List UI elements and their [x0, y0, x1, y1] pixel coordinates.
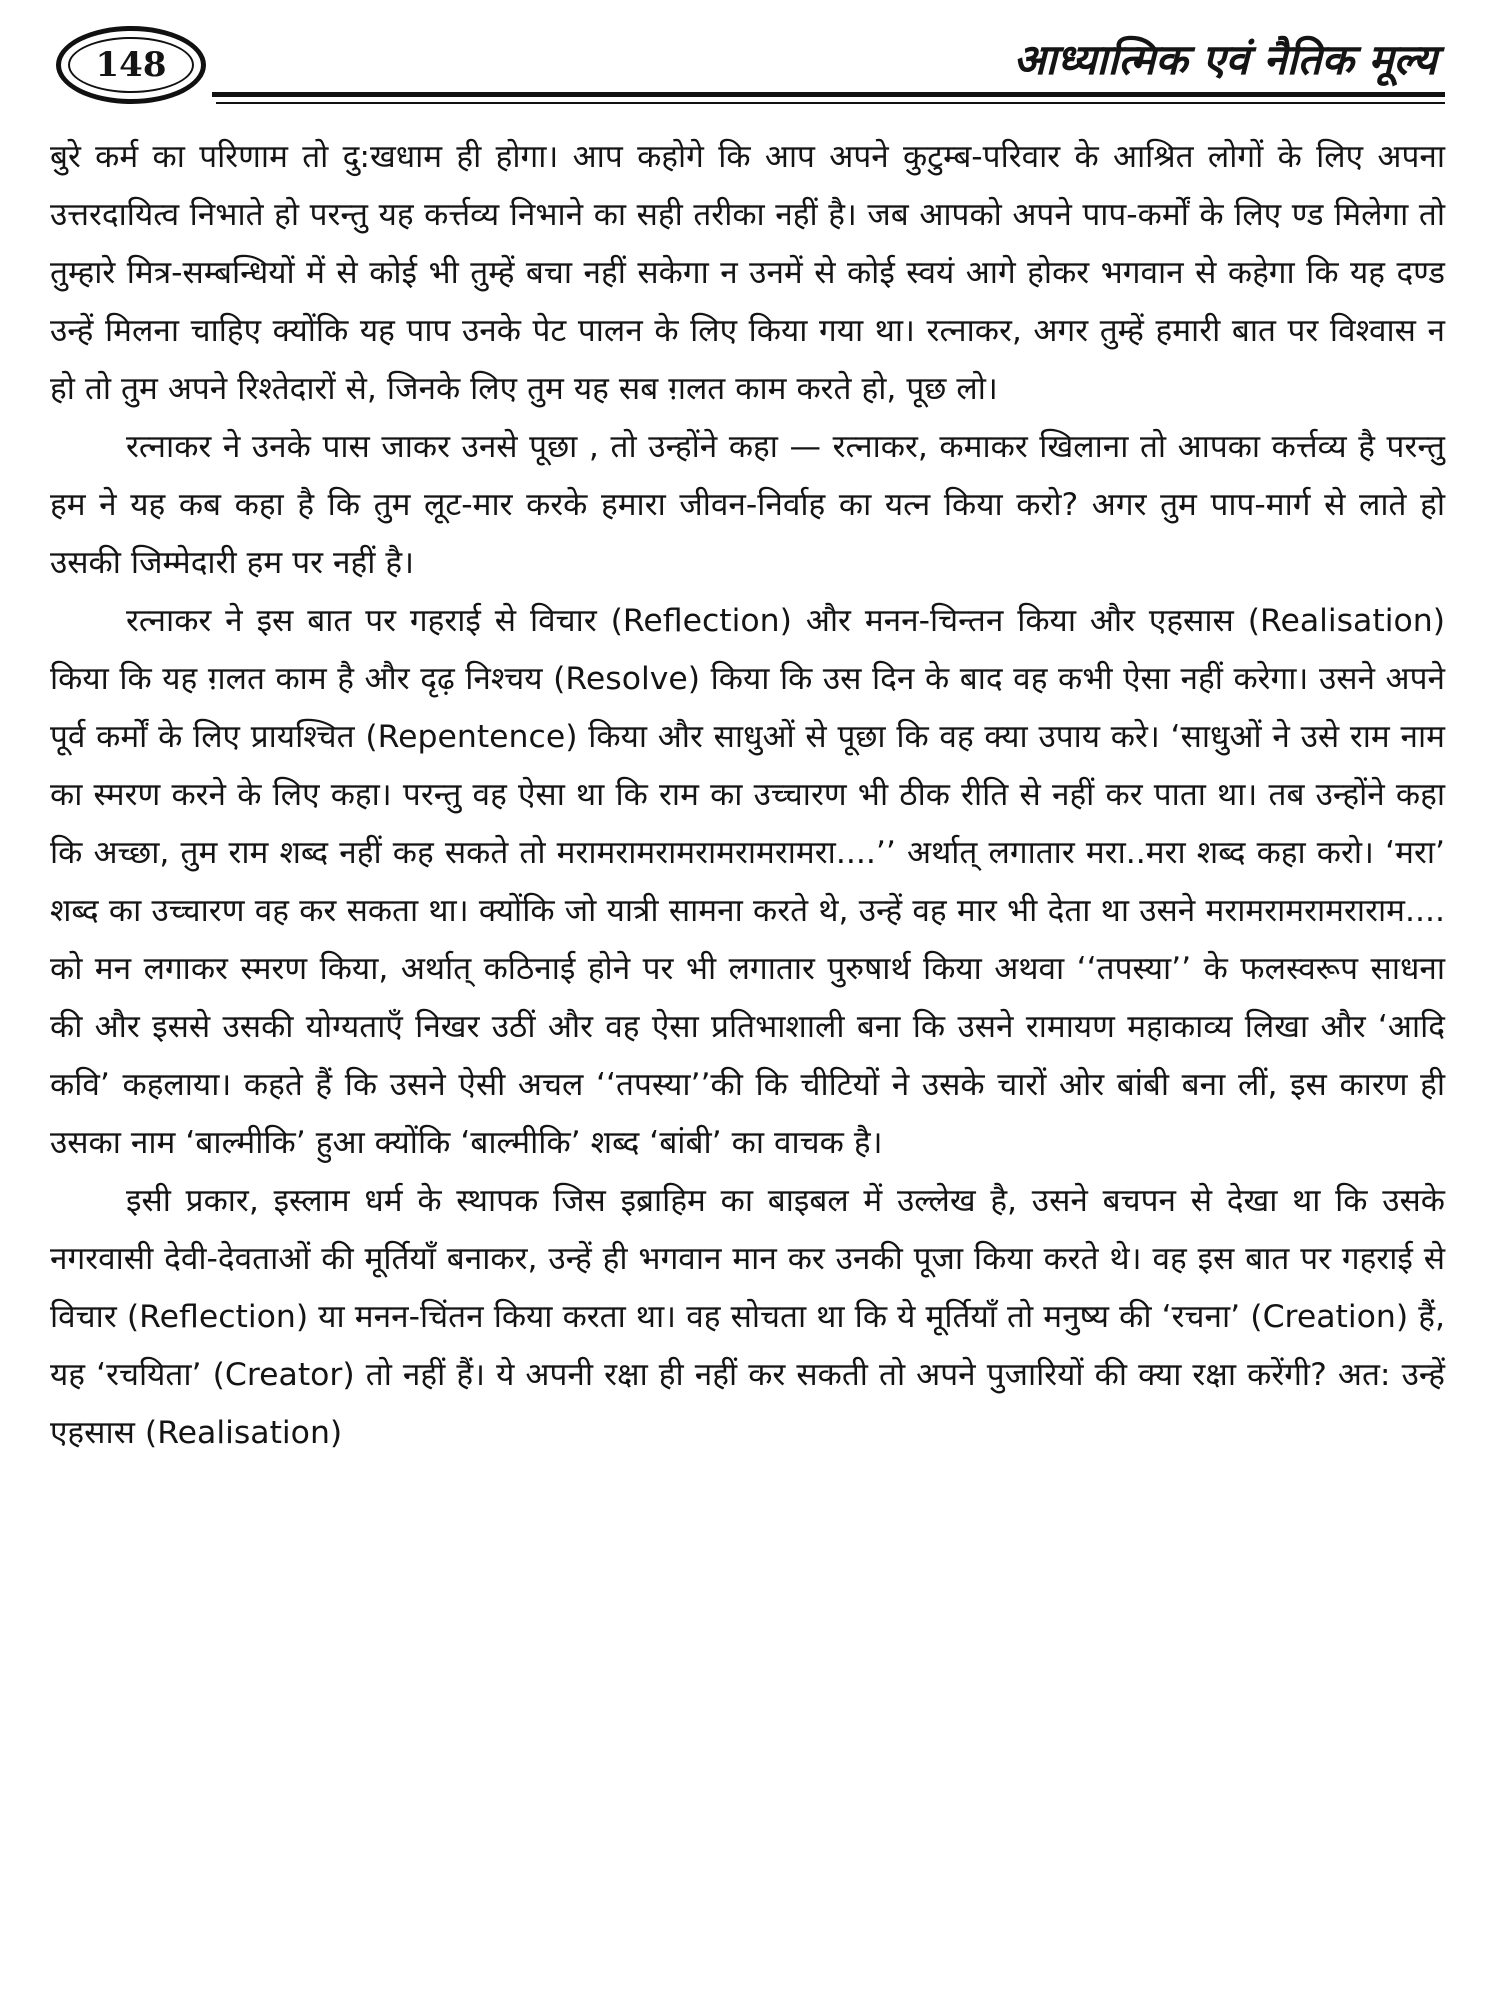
- page-number-badge: [56, 26, 206, 104]
- paragraph-1: बुरे कर्म का परिणाम तो दु:खधाम ही होगा। आप कहोगे कि आप अपने कुटुम्ब-परिवार के आश्रित लोगों के लिए अपना उत्तरदायित्व निभाते हो परन्तु यह कर्त्तव्य निभाने का सही तरीका नहीं है। जब आपको अपने पाप-कर्मों के लिए ण्ड मिलेगा तो तुम्हारे मित्र-सम्बन्धियों में से कोई भी तुम्हें बचा नहीं सकेगा न उनमें से कोई स्वयं आगे होकर भगवान से कहेगा कि यह दण्ड उन्हें मिलना चाहिए क्योंकि यह पाप उनके पेट पालन के लिए किया गया था। रत्नाकर, अगर तुम्हें हमारी बात पर विश्वास न हो तो तुम अपने रिश्तेदारों से, जिनके लिए तुम यह सब ग़लत काम करते हो, पूछ लो।: [50, 139, 1445, 407]
- paragraph-4: इसी प्रकार, इस्लाम धर्म के स्थापक जिस इब्राहिम का बाइबल में उल्लेख है, उसने बचपन से देखा था कि उसके नगरवासी देवी-देवताओं की मूर्तियाँ बनाकर, उन्हें ही भगवान मान कर उनकी पूजा किया करते थे। वह इस बात पर गहराई से विचार (Reflection) या मनन-चिंतन किया करता था। वह सोचता था कि ये मूर्तियाँ तो मनुष्य की ‘रचना’ (Creation) हैं, यह ‘रचयिता’ (Creator) तो नहीं हैं। ये अपनी रक्षा ही नहीं कर सकती तो अपने पुजारियों की क्या रक्षा करेंगी? अत: उन्हें एहसास (Realisation): [50, 1183, 1445, 1451]
- paragraph-3: रत्नाकर ने इस बात पर गहराई से विचार (Reflection) और मनन-चिन्तन किया और एहसास (Realisation) किया कि यह ग़लत काम है और दृढ़ निश्चय (Resolve) किया कि उस दिन के बाद वह कभी ऐसा नहीं करेगा। उसने अपने पूर्व कर्मों के लिए प्रायश्चित (Repentence) किया और साधुओं से पूछा कि वह क्या उपाय करे। ‘साधुओं ने उसे राम नाम का स्मरण करने के लिए कहा। परन्तु वह ऐसा था कि राम का उच्चारण भी ठीक रीति से नहीं कर पाता था। तब उन्होंने कहा कि अच्छा, तुम राम शब्द नहीं कह सकते तो मरामरामरामरामरामरामरा....’’ अर्थात् लगातार मरा..मरा शब्द कहा करो। ‘मरा’ शब्द का उच्चारण वह कर सकता था। क्योंकि जो यात्री सामना करते थे, उन्हें वह मार भी देता था उसने मरामरामरामराराम.... को मन लगाकर स्मरण किया, अर्थात् कठिनाई होने पर भी लगातार पुरुषार्थ किया अथवा ‘‘तपस्या’’ के फलस्वरूप साधना की और इससे उसकी योग्यताएँ निखर उठीं और वह ऐसा प्रतिभाशाली बना कि उसने रामायण महाकाव्य लिखा और ‘आदि कवि’ कहलाया। कहते हैं कि उसने ऐसी अचल ‘‘तपस्या’’की कि चीटियों ने उसके चारों ओर बांबी बना लीं, इस कारण ही उसका नाम ‘बाल्मीकि’ हुआ क्योंकि ‘बाल्मीकि’ शब्द ‘बांबी’ का वाचक है।: [50, 603, 1445, 1161]
- paragraph-2: रत्नाकर ने उनके पास जाकर उनसे पूछा , तो उन्होंने कहा — रत्नाकर, कमाकर खिलाना तो आपका कर्त्तव्य है परन्तु हम ने यह कब कहा है कि तुम लूट-मार करके हमारा जीवन-निर्वाह का यत्न किया करो? अगर तुम पाप-मार्ग से लाते हो उसकी जिम्मेदारी हम पर नहीं है।: [50, 429, 1445, 581]
- body-text: [50, 128, 1445, 1462]
- running-title: आध्यात्मिक एवं नैतिक मूल्य: [1013, 35, 1437, 84]
- page-header: [50, 22, 1445, 114]
- header-rule-thin: [216, 102, 1445, 104]
- page-number: 148: [95, 45, 167, 85]
- header-rule-thick: [212, 92, 1445, 97]
